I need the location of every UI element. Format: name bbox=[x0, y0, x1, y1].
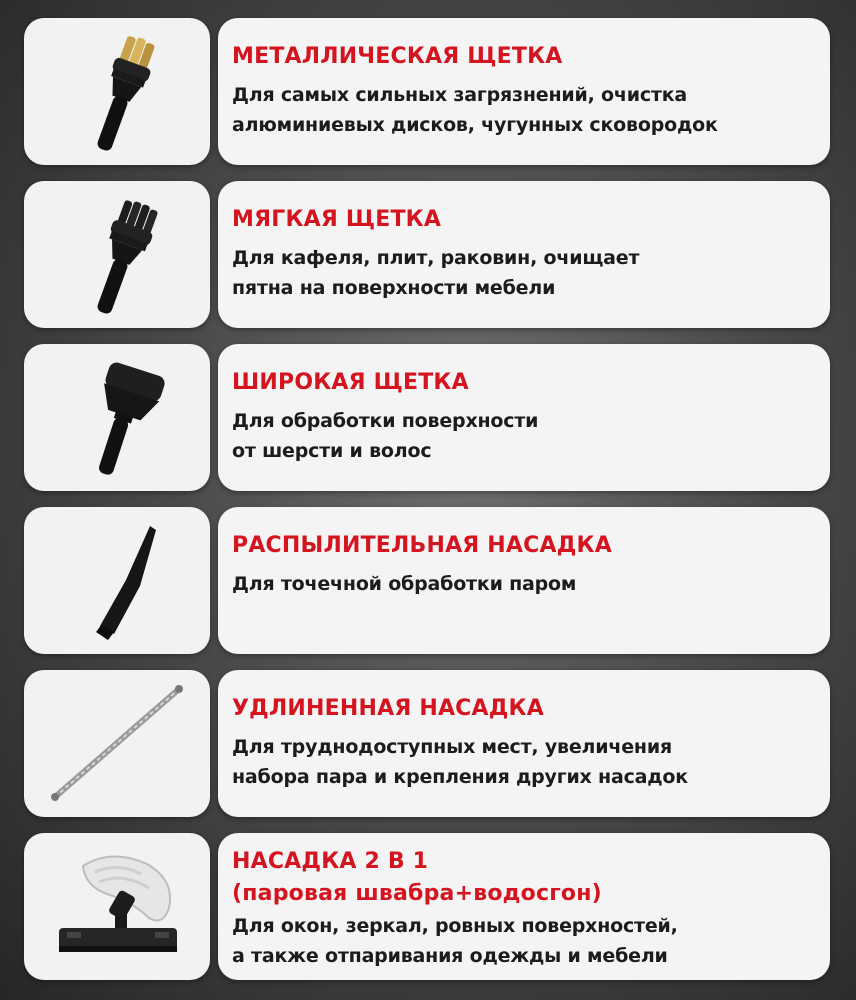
attachment-row-extension-nozzle bbox=[24, 670, 830, 817]
attachment-row-wide-brush bbox=[24, 344, 830, 491]
attachment-card bbox=[218, 833, 830, 980]
mop-squeegee-icon bbox=[37, 842, 197, 972]
metal-brush-icon bbox=[42, 27, 192, 157]
attachment-desc-line: Для точечной обработки паром bbox=[232, 573, 577, 595]
attachment-thumb bbox=[24, 507, 210, 654]
attachment-desc-line: Для самых сильных загрязнений, очистка bbox=[232, 84, 688, 106]
attachment-row-spray-nozzle bbox=[24, 507, 830, 654]
attachment-subtitle: (паровая швабра+водосгон) bbox=[232, 881, 602, 906]
attachment-desc-line: алюминиевых дисков, чугунных сковородок bbox=[232, 114, 718, 136]
attachment-desc-line: набора пара и крепления других насадок bbox=[232, 766, 688, 788]
attachment-thumb bbox=[24, 670, 210, 817]
extension-nozzle-icon bbox=[37, 679, 197, 809]
attachment-title: УДЛИНЕННАЯ НАСАДКА bbox=[232, 696, 544, 721]
soft-brush-icon bbox=[42, 190, 192, 320]
attachment-row-soft-brush bbox=[24, 181, 830, 328]
attachment-desc-line: Для обработки поверхности bbox=[232, 410, 539, 432]
attachment-title: РАСПЫЛИТЕЛЬНАЯ НАСАДКА bbox=[232, 533, 612, 558]
attachment-desc-line: Для окон, зеркал, ровных поверхностей, bbox=[232, 915, 678, 937]
spray-nozzle-icon bbox=[42, 516, 192, 646]
attachment-card bbox=[218, 344, 830, 491]
attachment-desc-line: а также отпаривания одежды и мебели bbox=[232, 945, 668, 967]
attachment-thumb bbox=[24, 18, 210, 165]
attachment-thumb bbox=[24, 344, 210, 491]
attachments-list bbox=[24, 18, 830, 980]
attachment-row-mop-squeegee bbox=[24, 833, 830, 980]
wide-brush-icon bbox=[42, 353, 192, 483]
attachment-card bbox=[218, 670, 830, 817]
attachment-card bbox=[218, 18, 830, 165]
attachment-desc-line: Для труднодоступных мест, увеличения bbox=[232, 736, 672, 758]
attachment-card bbox=[218, 181, 830, 328]
attachment-desc-line: Для кафеля, плит, раковин, очищает bbox=[232, 247, 640, 269]
attachment-title: ШИРОКАЯ ЩЕТКА bbox=[232, 370, 469, 395]
attachment-thumb bbox=[24, 181, 210, 328]
attachment-thumb bbox=[24, 833, 210, 980]
attachment-title: МЕТАЛЛИЧЕСКАЯ ЩЕТКА bbox=[232, 44, 563, 69]
attachment-desc-line: от шерсти и волос bbox=[232, 440, 432, 462]
attachment-title: НАСАДКА 2 В 1 bbox=[232, 849, 429, 874]
attachment-desc-line: пятна на поверхности мебели bbox=[232, 277, 556, 299]
attachment-row-metal-brush bbox=[24, 18, 830, 165]
attachment-card bbox=[218, 507, 830, 654]
attachment-title: МЯГКАЯ ЩЕТКА bbox=[232, 207, 442, 232]
